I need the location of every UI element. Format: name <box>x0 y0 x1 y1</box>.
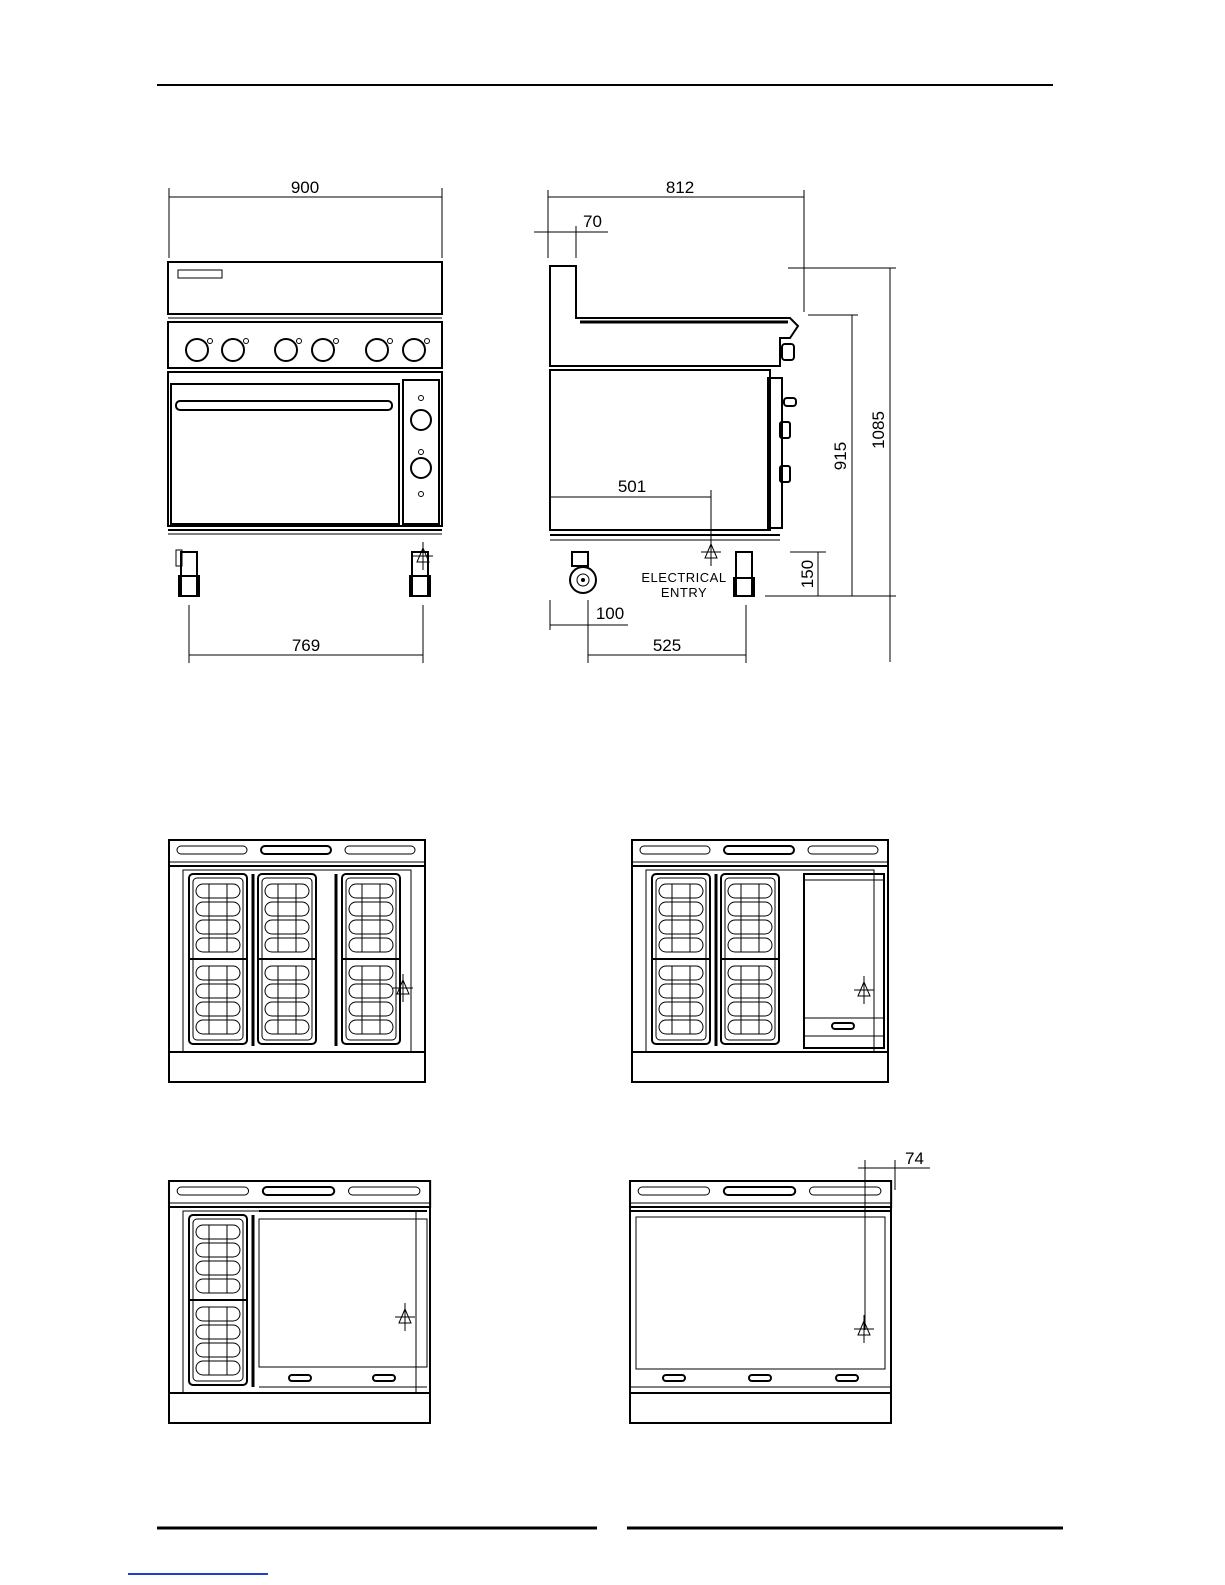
plan-two-hobs-griddle <box>169 1181 430 1423</box>
griddle-depth-label: 74 <box>905 1149 924 1168</box>
footer-link-underline <box>128 1573 268 1575</box>
side-depth-label: 812 <box>665 178 695 197</box>
griddle-depth-dim <box>858 1149 930 1330</box>
plan-four-hobs-griddle <box>632 840 888 1082</box>
side-leg-height-label: 150 <box>798 559 817 589</box>
side-work-height-label: 915 <box>831 441 850 471</box>
side-total-height-label: 1085 <box>869 411 888 449</box>
electrical-entry-line1: ELECTRICAL <box>641 570 727 585</box>
plan-six-hobs <box>169 840 425 1082</box>
side-caster-offset-label: 100 <box>595 604 625 623</box>
front-width-label: 900 <box>290 178 320 197</box>
front-view <box>168 178 442 663</box>
side-view <box>534 178 896 663</box>
front-leg-span-label: 769 <box>291 636 321 655</box>
side-entry-offset-label: 501 <box>617 477 647 496</box>
electrical-entry-line2: ENTRY <box>660 585 708 600</box>
side-backsplash-label: 70 <box>583 212 602 231</box>
hob-knobs <box>186 339 430 362</box>
plan-full-griddle <box>630 1181 891 1423</box>
side-leg-span-label: 525 <box>652 636 682 655</box>
